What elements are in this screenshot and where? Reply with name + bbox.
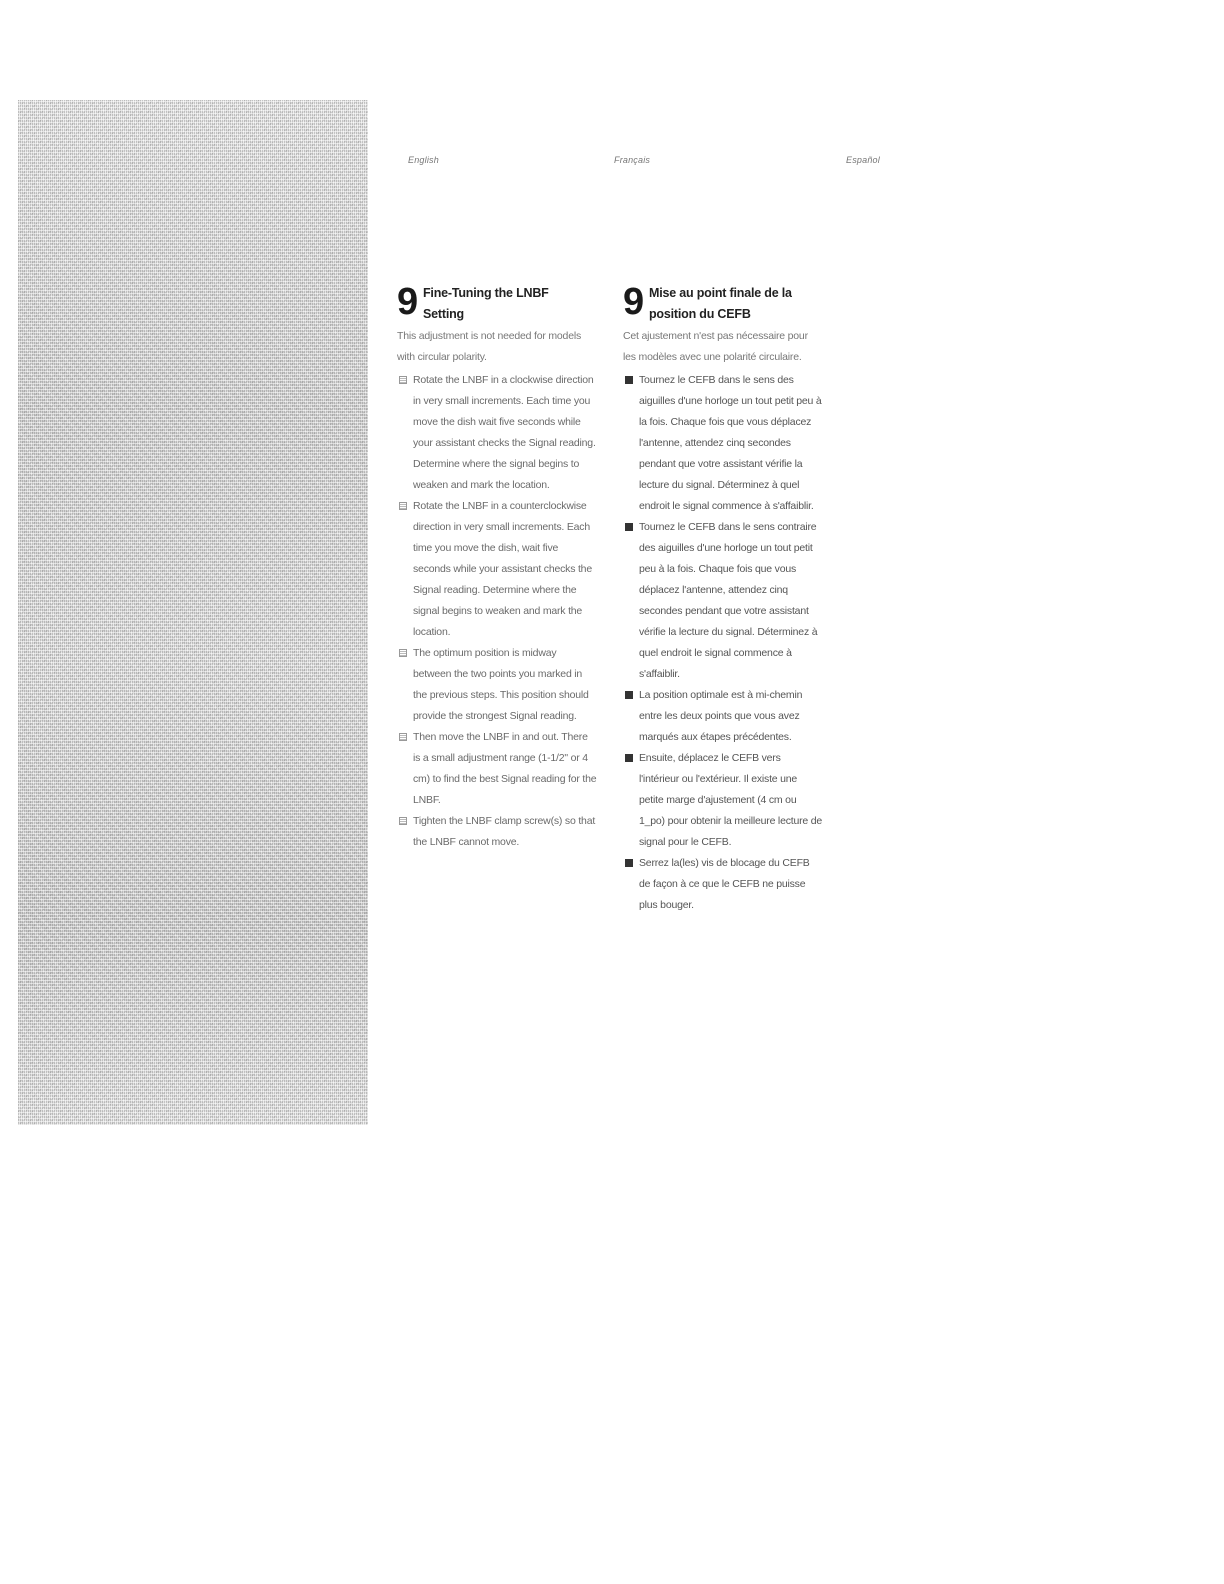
french-title-line2: position du CEFB [649, 307, 751, 321]
list-item: Tournez le CEFB dans le sens contraire des aiguilles d'une horloge un tout petit peu à la fois. Chaque fois que vous déplacez l'antenne, attendez cinq secondes pendant que votre assistant vérifie la lecture du signal. Déterminez à quel endroit le signal commence à s'affaiblir. [623, 517, 823, 685]
english-column [397, 283, 597, 853]
english-intro: This adjustment is not needed for models with circular polarity. [397, 330, 582, 363]
step-1-icon [625, 376, 633, 384]
step-4-icon [625, 754, 633, 762]
french-title-line1: Mise au point finale de la [649, 286, 792, 300]
step-1-icon [399, 376, 407, 384]
list-item: Rotate the LNBF in a counterclockwise direction in very small increments. Each time you move the dish, wait five seconds while your assistant checks the Signal reading. Determine where the signal begins to weaken and mark the location. [397, 496, 597, 643]
language-label-english: English [408, 155, 439, 165]
list-item: La position optimale est à mi-chemin entre les deux points que vous avez marqués aux étapes précédentes. [623, 685, 823, 748]
french-column [623, 283, 823, 916]
list-item: Tighten the LNBF clamp screw(s) so that the LNBF cannot move. [397, 811, 597, 853]
step-2-icon [399, 502, 407, 510]
list-item: Rotate the LNBF in a clockwise direction in very small increments. Each time you move the dish wait five seconds while your assistant checks the Signal reading. Determine where the signal begins to weaken and mark the location. [397, 370, 597, 496]
step-3-icon [625, 691, 633, 699]
list-item: Serrez la(les) vis de blocage du CEFB de façon à ce que le CEFB ne puisse plus bouger. [623, 853, 823, 916]
french-step-list [623, 370, 823, 916]
list-item: The optimum position is midway between the two points you marked in the previous steps. This position should provide the strongest Signal reading. [397, 643, 597, 727]
step-5-icon [625, 859, 633, 867]
step-2-icon [625, 523, 633, 531]
step-number: 9 [623, 281, 644, 323]
list-item: Then move the LNBF in and out. There is a small adjustment range (1-1/2" or 4 cm) to find the best Signal reading for the LNBF. [397, 727, 597, 811]
english-heading [397, 283, 597, 326]
step-3-icon [399, 649, 407, 657]
step-number: 9 [397, 281, 418, 323]
step-5-icon [399, 817, 407, 825]
french-heading [623, 283, 823, 326]
english-step-list [397, 370, 597, 853]
english-title-line1: Fine-Tuning the LNBF [423, 286, 549, 300]
french-intro: Cet ajustement n'est pas nécessaire pour les modèles avec une polarité circulaire. [623, 330, 808, 363]
halftone-texture-panel [18, 100, 368, 1125]
list-item: Tournez le CEFB dans le sens des aiguilles d'une horloge un tout petit peu à la fois. Chaque fois que vous déplacez l'antenne, attendez cinq secondes pendant que votre assistant vérifie la lecture du signal. Déterminez à quel endroit le signal commence à s'affaiblir. [623, 370, 823, 517]
english-title-line2: Setting [423, 307, 464, 321]
language-label-spanish: Español [846, 155, 880, 165]
list-item: Ensuite, déplacez le CEFB vers l'intérieur ou l'extérieur. Il existe une petite marge d'ajustement (4 cm ou 1_po) pour obtenir la meilleure lecture de signal pour le CEFB. [623, 748, 823, 853]
step-4-icon [399, 733, 407, 741]
language-label-french: Français [614, 155, 651, 165]
